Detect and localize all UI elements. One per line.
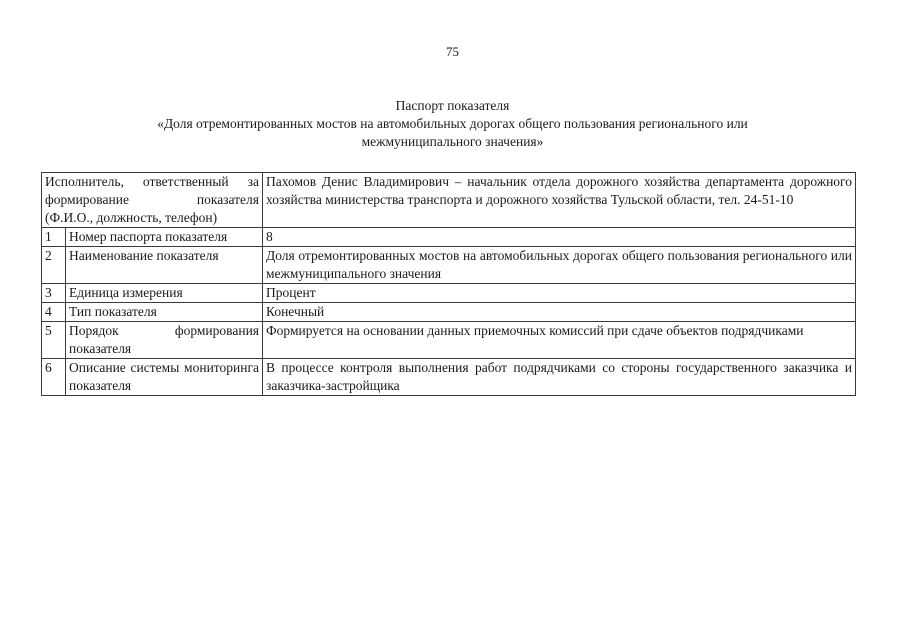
table-row-executor bbox=[42, 173, 856, 228]
row-number: 5 bbox=[42, 322, 66, 359]
row-number: 4 bbox=[42, 303, 66, 322]
document-header bbox=[60, 97, 845, 151]
document-subtitle-line-2: межмуниципального значения» bbox=[361, 134, 544, 149]
row-label: Тип показателя bbox=[66, 303, 263, 322]
executor-label-line-1: Исполнитель, ответственный за bbox=[45, 174, 259, 189]
row-label: Наименование показателя bbox=[66, 247, 263, 284]
row-value: Процент bbox=[263, 284, 856, 303]
row-value: Формируется на основании данных приемочных комиссий при сдаче объектов подрядчиками bbox=[263, 322, 856, 359]
row-value: Конечный bbox=[263, 303, 856, 322]
row-label: Описание системы мониторинга показателя bbox=[66, 359, 263, 396]
row-value: Доля отремонтированных мостов на автомобильных дорогах общего пользования регионального или межмуниципального значения bbox=[263, 247, 856, 284]
executor-label-cell bbox=[42, 173, 263, 228]
executor-value: Пахомов Денис Владимирович – начальник отдела дорожного хозяйства департамента дорожного хозяйства министерства транспорта и дорожного хозяйства Тульской области, тел. 24-51-10 bbox=[263, 173, 856, 228]
executor-label-line-2: формирование показателя bbox=[45, 192, 259, 207]
row-label: Единица измерения bbox=[66, 284, 263, 303]
page-number: 75 bbox=[446, 44, 459, 59]
document-subtitle-line-1: «Доля отремонтированных мостов на автомобильных дорогах общего пользования регионального или bbox=[157, 116, 748, 131]
row-number: 1 bbox=[42, 228, 66, 247]
table-row bbox=[42, 359, 856, 396]
table-row bbox=[42, 284, 856, 303]
row-number: 2 bbox=[42, 247, 66, 284]
row-value: 8 bbox=[263, 228, 856, 247]
indicator-passport-table bbox=[41, 172, 856, 396]
row-number: 6 bbox=[42, 359, 66, 396]
executor-label-line-3: (Ф.И.О., должность, телефон) bbox=[45, 210, 218, 225]
document-title: Паспорт показателя bbox=[395, 98, 510, 113]
row-label: Номер паспорта показателя bbox=[66, 228, 263, 247]
table-row bbox=[42, 303, 856, 322]
row-number: 3 bbox=[42, 284, 66, 303]
row-value: В процессе контроля выполнения работ подрядчиками со стороны государственного заказчика и заказчика-застройщика bbox=[263, 359, 856, 396]
row-label: Порядок формирования показателя bbox=[66, 322, 263, 359]
table-row bbox=[42, 247, 856, 284]
table-row bbox=[42, 322, 856, 359]
table-row bbox=[42, 228, 856, 247]
